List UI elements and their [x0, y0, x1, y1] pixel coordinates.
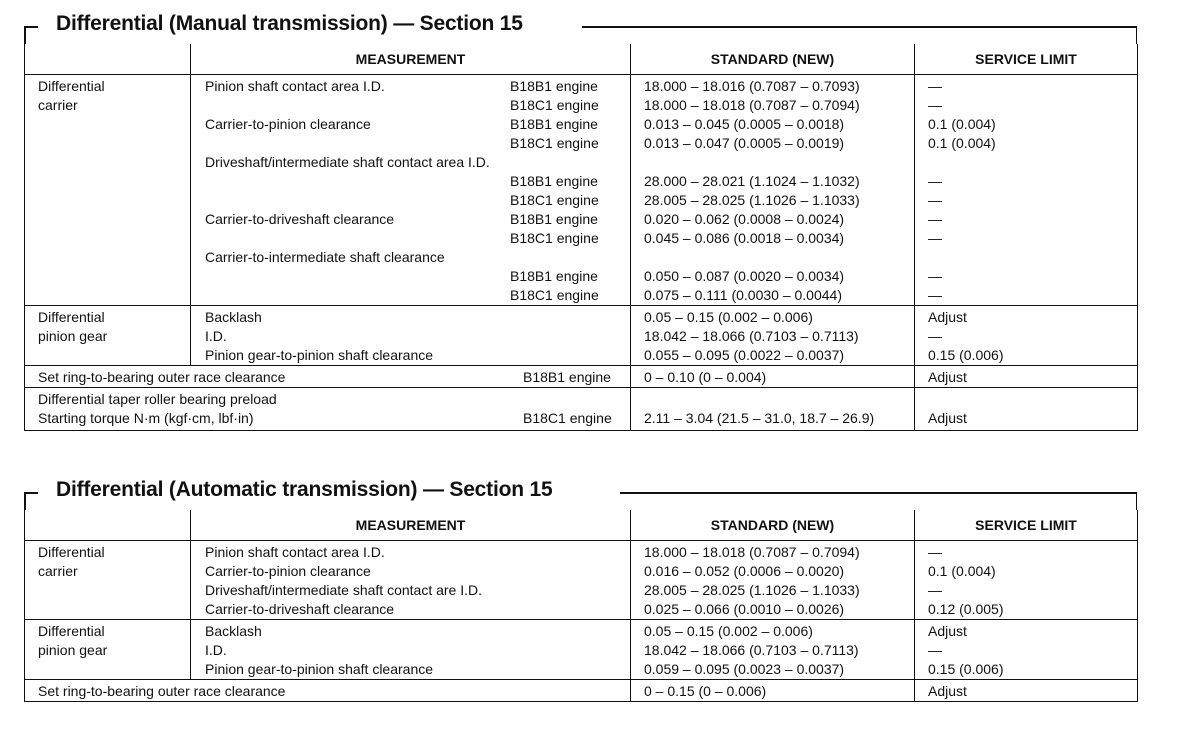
standard-value: 28.000 – 28.021 (1.1024 – 1.1032)	[644, 173, 860, 189]
engine-label: B18B1 engine	[523, 369, 611, 385]
engine-label: B18B1 engine	[510, 211, 598, 227]
limit-value: —	[928, 544, 942, 560]
limit-value: —	[928, 582, 942, 598]
engine-label: B18B1 engine	[510, 173, 598, 189]
category-label: Differential	[38, 78, 105, 94]
standard-cell	[631, 388, 915, 431]
measurement-text: Starting torque N·m (kgf·cm, lbf·in)	[38, 410, 254, 426]
standard-value: 0.013 – 0.047 (0.0005 – 0.0019)	[644, 135, 845, 151]
corner-rule	[24, 492, 26, 510]
limit-value: —	[928, 642, 942, 658]
corner-rule	[24, 26, 26, 44]
corner-rule	[24, 26, 38, 28]
limit-value: —	[928, 211, 942, 227]
measurement-text: Differential taper roller bearing preload	[38, 391, 277, 407]
standard-value: 18.000 – 18.018 (0.7087 – 0.7094)	[644, 544, 860, 560]
measurement-cell	[25, 366, 631, 388]
standard-value: 0.059 – 0.095 (0.0023 – 0.0037)	[644, 661, 845, 677]
limit-value	[928, 248, 1137, 267]
pinion-group	[25, 306, 1138, 366]
standard-value: 0.05 – 0.15 (0.002 – 0.006)	[644, 623, 813, 639]
standard-value: 0.075 – 0.111 (0.0030 – 0.0044)	[644, 287, 842, 303]
limit-value: —	[928, 78, 942, 94]
measurement-text: Pinion shaft contact area I.D.	[205, 544, 385, 560]
standard-value: 18.000 – 18.016 (0.7087 – 0.7093)	[644, 78, 860, 94]
limit-cell	[915, 620, 1138, 680]
measurement-text: Carrier-to-driveshaft clearance	[205, 601, 395, 617]
standard-value: 0.05 – 0.15 (0.002 – 0.006)	[644, 309, 813, 325]
standard-value	[644, 153, 914, 172]
limit-value: 0.12 (0.005)	[928, 601, 1004, 617]
ring-clearance-row	[25, 680, 1138, 702]
measurement-text: Carrier-to-driveshaft clearance	[205, 211, 395, 227]
manual-spec-table	[24, 44, 1138, 431]
limit-cell	[915, 75, 1138, 306]
automatic-section	[24, 474, 1137, 702]
category-label: Differential	[38, 544, 105, 560]
standard-value: 18.000 – 18.018 (0.7087 – 0.7094)	[644, 97, 860, 113]
limit-value: —	[928, 97, 942, 113]
standard-value: 0.025 – 0.066 (0.0010 – 0.0026)	[644, 601, 845, 617]
automatic-spec-table	[24, 510, 1138, 702]
corner-rule	[24, 492, 38, 494]
limit-value: —	[928, 268, 942, 284]
measurement-cell	[191, 306, 631, 366]
title-rule	[582, 26, 1137, 28]
limit-value: —	[928, 328, 942, 344]
category-label: pinion gear	[38, 328, 108, 344]
standard-value: 18.042 – 18.066 (0.7103 – 0.7113)	[644, 642, 859, 658]
standard-cell	[631, 620, 915, 680]
category-label: carrier	[38, 97, 78, 113]
standard-cell	[631, 75, 915, 306]
measurement-text: Carrier-to-pinion clearance	[205, 563, 371, 579]
header-service-limit: SERVICE LIMIT	[915, 510, 1138, 541]
engine-label: B18C1 engine	[510, 230, 599, 246]
category-cell	[25, 75, 191, 306]
header-standard: STANDARD (NEW)	[631, 44, 915, 75]
engine-label: B18C1 engine	[523, 410, 612, 426]
header-standard: STANDARD (NEW)	[631, 510, 915, 541]
limit-value: —	[928, 287, 942, 303]
engine-label: B18B1 engine	[510, 116, 598, 132]
header-measurement: MEASUREMENT	[191, 44, 631, 75]
limit-value: —	[928, 173, 942, 189]
limit-value: 0.15 (0.006)	[928, 661, 1004, 677]
section-title: Differential (Automatic transmission) — Section 15	[56, 478, 553, 501]
category-label: Differential	[38, 309, 105, 325]
standard-value: 0.013 – 0.045 (0.0005 – 0.0018)	[644, 116, 845, 132]
carrier-group	[25, 75, 1138, 306]
preload-row	[25, 388, 1138, 431]
category-cell	[25, 306, 191, 366]
pinion-group	[25, 620, 1138, 680]
limit-value: Adjust	[928, 309, 967, 325]
manual-title-row	[24, 8, 1137, 44]
standard-cell	[631, 366, 915, 388]
limit-cell	[915, 388, 1138, 431]
engine-label: B18B1 engine	[510, 268, 598, 284]
measurement-text: I.D.	[205, 642, 227, 658]
limit-cell	[915, 366, 1138, 388]
corner-rule	[1136, 26, 1138, 44]
header-row	[25, 44, 1138, 75]
header-service-limit: SERVICE LIMIT	[915, 44, 1138, 75]
measurement-text: Set ring-to-bearing outer race clearance	[38, 369, 286, 385]
category-label: pinion gear	[38, 642, 108, 658]
engine-label: B18C1 engine	[510, 287, 599, 303]
limit-value: Adjust	[928, 410, 967, 426]
standard-cell	[631, 306, 915, 366]
standard-value: 0 – 0.10 (0 – 0.004)	[644, 369, 767, 385]
standard-cell	[631, 541, 915, 620]
manual-section	[24, 8, 1137, 431]
ring-clearance-row	[25, 366, 1138, 388]
standard-value	[644, 248, 914, 267]
engine-label: B18B1 engine	[510, 78, 598, 94]
title-rule	[620, 492, 1137, 494]
measurement-cell	[25, 388, 631, 431]
limit-value: 0.1 (0.004)	[928, 116, 996, 132]
standard-value: 2.11 – 3.04 (21.5 – 31.0, 18.7 – 26.9)	[644, 410, 875, 426]
limit-cell	[915, 541, 1138, 620]
header-measurement: MEASUREMENT	[191, 510, 631, 541]
measurement-text: Set ring-to-bearing outer race clearance	[38, 683, 286, 699]
limit-value: Adjust	[928, 369, 967, 385]
limit-value: Adjust	[928, 683, 967, 699]
standard-value: 18.042 – 18.066 (0.7103 – 0.7113)	[644, 328, 859, 344]
carrier-group	[25, 541, 1138, 620]
standard-value: 0.055 – 0.095 (0.0022 – 0.0037)	[644, 347, 845, 363]
standard-value: 0.016 – 0.052 (0.0006 – 0.0020)	[644, 563, 845, 579]
measurement-cell	[191, 541, 631, 620]
limit-value: 0.1 (0.004)	[928, 563, 996, 579]
automatic-title-row	[24, 474, 1137, 510]
measurement-text: Driveshaft/intermediate shaft contact are I.D.	[205, 582, 483, 598]
measurement-cell	[25, 680, 631, 702]
standard-value: 28.005 – 28.025 (1.1026 – 1.1033)	[644, 192, 860, 208]
measurement-text: Driveshaft/intermediate shaft contact area I.D.	[205, 154, 490, 170]
category-label: Differential	[38, 623, 105, 639]
measurement-text: Backlash	[205, 309, 262, 325]
standard-cell	[631, 680, 915, 702]
limit-value: 0.15 (0.006)	[928, 347, 1004, 363]
limit-cell	[915, 306, 1138, 366]
measurement-cell	[191, 620, 631, 680]
standard-value: 0.020 – 0.062 (0.0008 – 0.0024)	[644, 211, 845, 227]
limit-value: —	[928, 192, 942, 208]
engine-label: B18C1 engine	[510, 97, 599, 113]
standard-value: 0 – 0.15 (0 – 0.006)	[644, 683, 767, 699]
limit-value: —	[928, 230, 942, 246]
limit-value: Adjust	[928, 623, 967, 639]
engine-label: B18C1 engine	[510, 135, 599, 151]
section-title: Differential (Manual transmission) — Section 15	[56, 12, 523, 35]
measurement-text: I.D.	[205, 328, 227, 344]
category-label: carrier	[38, 563, 78, 579]
measurement-cell	[191, 75, 631, 306]
engine-label: B18C1 engine	[510, 192, 599, 208]
limit-cell	[915, 680, 1138, 702]
measurement-text: Pinion gear-to-pinion shaft clearance	[205, 347, 434, 363]
measurement-text: Pinion shaft contact area I.D.	[205, 78, 385, 94]
category-cell	[25, 620, 191, 680]
standard-value: 0.050 – 0.087 (0.0020 – 0.0034)	[644, 268, 845, 284]
limit-value	[928, 153, 1137, 172]
standard-value: 0.045 – 0.086 (0.0018 – 0.0034)	[644, 230, 845, 246]
category-cell	[25, 541, 191, 620]
measurement-text: Backlash	[205, 623, 262, 639]
limit-value: 0.1 (0.004)	[928, 135, 996, 151]
header-blank	[25, 510, 191, 541]
corner-rule	[1136, 492, 1138, 510]
measurement-text: Carrier-to-intermediate shaft clearance	[205, 249, 445, 265]
measurement-text: Pinion gear-to-pinion shaft clearance	[205, 661, 434, 677]
header-row	[25, 510, 1138, 541]
measurement-text: Carrier-to-pinion clearance	[205, 116, 371, 132]
header-blank	[25, 44, 191, 75]
standard-value: 28.005 – 28.025 (1.1026 – 1.1033)	[644, 582, 860, 598]
